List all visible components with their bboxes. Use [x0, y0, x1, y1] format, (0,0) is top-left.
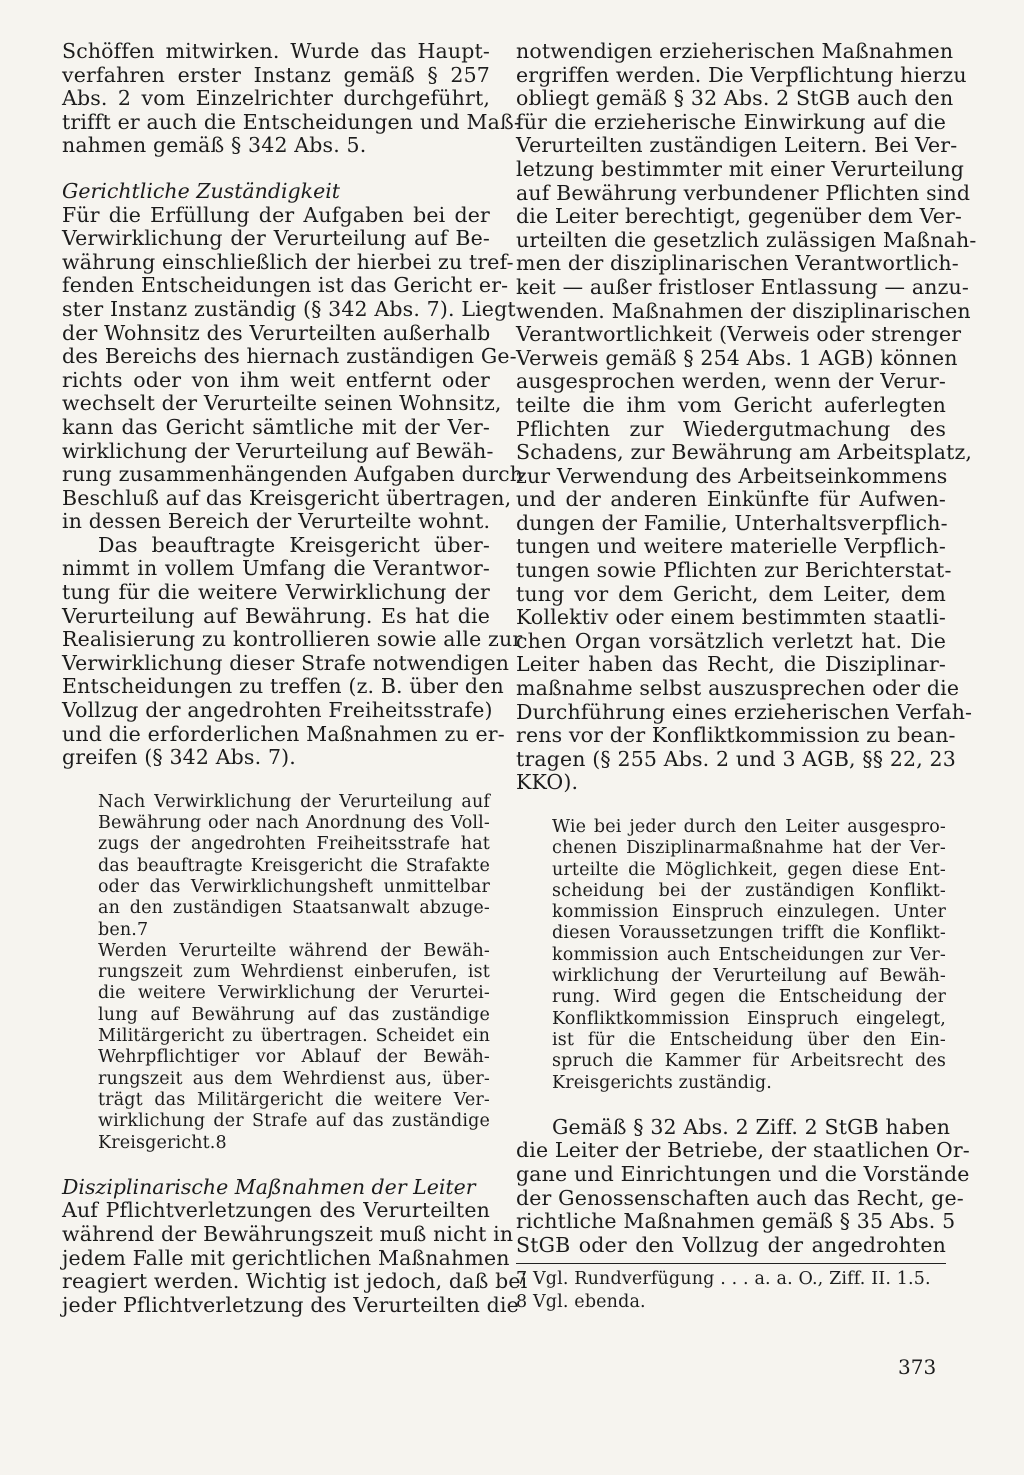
- page-number: 373: [898, 1355, 937, 1379]
- text-line: StGB oder den Vollzug der angedrohten: [516, 1232, 946, 1257]
- text-line: obliegt gemäß § 32 Abs. 2 StGB auch den: [516, 86, 954, 111]
- text-line: kommission auch Entscheidungen zur Ver-: [552, 944, 946, 965]
- text-line: Verwirklichung dieser Strafe notwendigen: [62, 650, 510, 675]
- text-line: Verwirklichung der Verurteilung auf Be-: [62, 226, 490, 251]
- text-line: kann das Gericht sämtliche mit der Ver-: [62, 414, 490, 439]
- text-line: Wie bei jeder durch den Leiter ausgespro-: [552, 817, 946, 837]
- text-line: tung für die weitere Verwirklichung der: [62, 580, 490, 605]
- text-line: wirklichung der Verurteilung auf Bewäh-: [552, 966, 946, 987]
- text-line: tungen sowie Pflichten zur Berichterstat-: [516, 558, 952, 583]
- footnote-divider: [516, 1263, 946, 1264]
- text-line: rungszeit aus dem Wehrdienst aus, über-: [98, 1068, 490, 1089]
- text-line: währung einschließlich der hierbei zu tref-: [62, 249, 514, 274]
- text-line: Wehrpflichtiger vor Ablauf der Bewäh-: [98, 1047, 490, 1068]
- text-line: chen Organ vorsätzlich verletzt hat. Die: [516, 628, 946, 653]
- text-line: rung zusammenhängenden Aufgaben durch: [62, 462, 524, 487]
- text-line: diesen Voraussetzungen trifft die Konflikt-: [552, 923, 946, 944]
- text-line: ist für die Entscheidung über den Ein-: [552, 1029, 946, 1050]
- text-line: rens vor der Konfliktkommission zu bean-: [516, 723, 956, 748]
- right-column: [516, 39, 977, 1314]
- text-line: tungen und weitere materielle Verpflich-: [516, 534, 946, 559]
- text-line: Verurteilten zuständigen Leitern. Bei Ver-: [516, 133, 958, 158]
- paragraph: [62, 532, 523, 770]
- text-line: der Wohnsitz des Verurteilten außerhalb: [62, 320, 491, 345]
- text-line: Das beauftragte Kreisgericht über-: [98, 532, 490, 557]
- text-line: Auf Pflichtverletzungen des Verurteilten: [62, 1198, 490, 1223]
- text-line: scheidung bei der zuständigen Konflikt-: [552, 880, 946, 901]
- text-line: tragen (§ 255 Abs. 2 und 3 AGB, §§ 22, 23: [516, 746, 956, 771]
- text-line: fenden Entscheidungen ist das Gericht er-: [62, 273, 509, 298]
- text-line: Nach Verwirklichung der Verurteilung auf: [98, 791, 490, 812]
- text-line: men der disziplinarischen Verantwortlich-: [516, 251, 959, 276]
- text-line: während der Bewährungszeit muß nicht in: [62, 1222, 514, 1247]
- paragraph: [516, 39, 977, 795]
- footnotes: [516, 1268, 946, 1314]
- text-line: ster Instanz zuständig (§ 342 Abs. 7). Liegt: [62, 296, 516, 321]
- text-line: für die erzieherische Einwirkung auf die: [516, 109, 946, 134]
- paragraph: [62, 202, 524, 534]
- text-line: Leiter haben das Recht, die Disziplinar-: [516, 652, 946, 677]
- text-line: wechselt der Verurteilte seinen Wohnsitz,: [62, 391, 502, 416]
- text-line: kommission Einspruch einzulegen. Unter: [552, 902, 946, 923]
- text-line: Pflichten zur Wiedergutmachung des: [516, 416, 946, 441]
- text-line: Kreisgerichts zuständig.: [552, 1072, 772, 1093]
- text-line: wenden. Maßnahmen der disziplinarischen: [516, 298, 971, 323]
- text-line: ausgesprochen werden, wenn der Verur-: [516, 369, 946, 394]
- paragraph: [62, 1198, 528, 1317]
- text-line: teilte die ihm vom Gericht auferlegten: [516, 392, 946, 417]
- text-line: des Bereichs des hiernach zuständigen Ge-: [62, 344, 517, 369]
- section-heading: Gerichtliche Zuständigkeit: [62, 178, 341, 203]
- text-line: Kreisgericht.8: [98, 1132, 227, 1153]
- text-line: maßnahme selbst auszusprechen oder die: [516, 676, 960, 701]
- text-line: greifen (§ 342 Abs. 7).: [62, 745, 296, 770]
- text-line: und die erforderlichen Maßnahmen zu er-: [62, 721, 505, 746]
- text-line: Verantwortlichkeit (Verweis oder strenger: [516, 322, 962, 347]
- section-heading: Disziplinarische Maßnahmen der Leiter: [62, 1174, 476, 1199]
- text-line: die Leiter berechtigt, gegenüber dem Ver-: [516, 204, 962, 229]
- text-line: tung vor dem Gericht, dem Leiter, dem: [516, 581, 946, 606]
- text-line: zugs der angedrohten Freiheitsstrafe hat: [98, 834, 490, 855]
- text-line: Für die Erfüllung der Aufgaben bei der: [62, 202, 490, 227]
- text-line: ben.7: [98, 919, 149, 940]
- paragraph: [62, 39, 521, 158]
- text-line: Verweis gemäß § 254 Abs. 1 AGB) können: [516, 345, 958, 370]
- text-line: wirklichung der Strafe auf das zuständige: [98, 1111, 490, 1132]
- text-line: trifft er auch die Entscheidungen und Maß-: [62, 109, 521, 134]
- text-line: der Genossenschaften auch das Recht, ge-: [516, 1185, 964, 1210]
- text-line: Beschluß auf das Kreisgericht übertragen,: [62, 485, 512, 510]
- text-line: Konfliktkommission Einspruch eingelegt,: [552, 1008, 946, 1029]
- text-line: reagiert werden. Wichtig ist jedoch, daß bei: [62, 1269, 528, 1294]
- text-line: nahmen gemäß § 342 Abs. 5.: [62, 133, 367, 158]
- text-line: Durchführung eines erzieherischen Verfah-: [516, 699, 973, 724]
- text-line: richts oder von ihm weit entfernt oder: [62, 367, 490, 392]
- left-column: [62, 39, 528, 1317]
- text-line: gane und Einrichtungen und die Vorstände: [516, 1162, 970, 1187]
- small-print-block: [98, 792, 490, 1154]
- text-line: jedem Falle mit gerichtlichen Maßnahmen: [62, 1245, 510, 1270]
- text-line: dungen der Familie, Unterhaltsverpflich-: [516, 510, 948, 535]
- text-line: Abs. 2 vom Einzelrichter durchgeführt,: [62, 86, 490, 111]
- text-line: jeder Pflichtverletzung des Verurteilten die: [62, 1292, 519, 1317]
- text-line: chenen Disziplinarmaßnahme hat der Ver-: [552, 838, 946, 859]
- text-line: Gemäß § 32 Abs. 2 Ziff. 2 StGB haben: [552, 1114, 951, 1139]
- text-line: lung auf Bewährung auf das zuständige: [98, 1004, 490, 1025]
- text-line: die Leiter der Betriebe, der staatlichen Or-: [516, 1138, 970, 1163]
- text-line: an den zuständigen Staatsanwalt abzuge-: [98, 898, 490, 919]
- footnote: 8 Vgl. ebenda.: [516, 1292, 646, 1313]
- text-line: ergriffen werden. Die Verpflichtung hierzu: [516, 62, 967, 87]
- small-print-block: [552, 817, 946, 1094]
- text-line: wirklichung der Verurteilung auf Bewäh-: [62, 438, 494, 463]
- text-line: und der anderen Einkünfte für Aufwen-: [516, 487, 946, 512]
- text-line: Militärgericht zu übertragen. Scheidet ein: [98, 1026, 490, 1047]
- text-line: Schadens, zur Bewährung am Arbeitsplatz,: [516, 440, 973, 465]
- text-line: Bewährung oder nach Anordnung des Voll-: [98, 813, 490, 834]
- text-line: Kollektiv oder einem bestimmten staatli-: [516, 605, 946, 630]
- text-line: zur Verwendung des Arbeitseinkommens: [516, 463, 948, 488]
- text-line: richtliche Maßnahmen gemäß § 35 Abs. 5: [516, 1209, 956, 1234]
- text-line: keit — außer fristloser Entlassung — anzu-: [516, 274, 969, 299]
- text-line: Entscheidungen zu treffen (z. B. über den: [62, 674, 504, 699]
- text-line: oder das Verwirklichungsheft unmittelbar: [98, 877, 490, 897]
- text-line: rung. Wird gegen die Entscheidung der: [552, 987, 946, 1008]
- text-line: spruch die Kammer für Arbeitsrecht des: [552, 1051, 946, 1072]
- text-line: urteilte die Möglichkeit, gegen diese Ent-: [552, 859, 946, 880]
- footnote: 7 Vgl. Rundverfügung . . . a. a. O., Ziff. II. 1.5.: [516, 1269, 931, 1290]
- text-line: rungszeit zum Wehrdienst einberufen, ist: [98, 962, 490, 983]
- text-line: Realisierung zu kontrollieren sowie alle zur: [62, 627, 523, 652]
- text-line: letzung bestimmter mit einer Verurteilung: [516, 156, 965, 181]
- text-line: Vollzug der angedrohten Freiheitsstrafe): [62, 698, 493, 723]
- text-line: Verurteilung auf Bewährung. Es hat die: [62, 603, 490, 628]
- text-line: das beauftragte Kreisgericht die Strafakte: [98, 855, 490, 876]
- text-line: die weitere Verwirklichung der Verurtei-: [98, 983, 490, 1004]
- text-line: urteilten die gesetzlich zulässigen Maßnah-: [516, 227, 977, 252]
- text-line: in dessen Bereich der Verurteilte wohnt.: [62, 509, 491, 534]
- text-line: verfahren erster Instanz gemäß § 257: [62, 62, 490, 87]
- text-line: nimmt in vollem Umfang die Verantwor-: [62, 556, 490, 581]
- text-line: Schöffen mitwirken. Wurde das Haupt-: [62, 39, 490, 63]
- text-line: KKO).: [516, 770, 579, 795]
- text-line: notwendigen erzieherischen Maßnahmen: [516, 39, 954, 63]
- text-line: trägt das Militärgericht die weitere Ver-: [98, 1089, 490, 1110]
- paragraph: [516, 1114, 970, 1258]
- text-line: auf Bewährung verbundener Pflichten sind: [516, 180, 971, 205]
- text-line: Werden Verurteilte während der Bewäh-: [98, 940, 490, 961]
